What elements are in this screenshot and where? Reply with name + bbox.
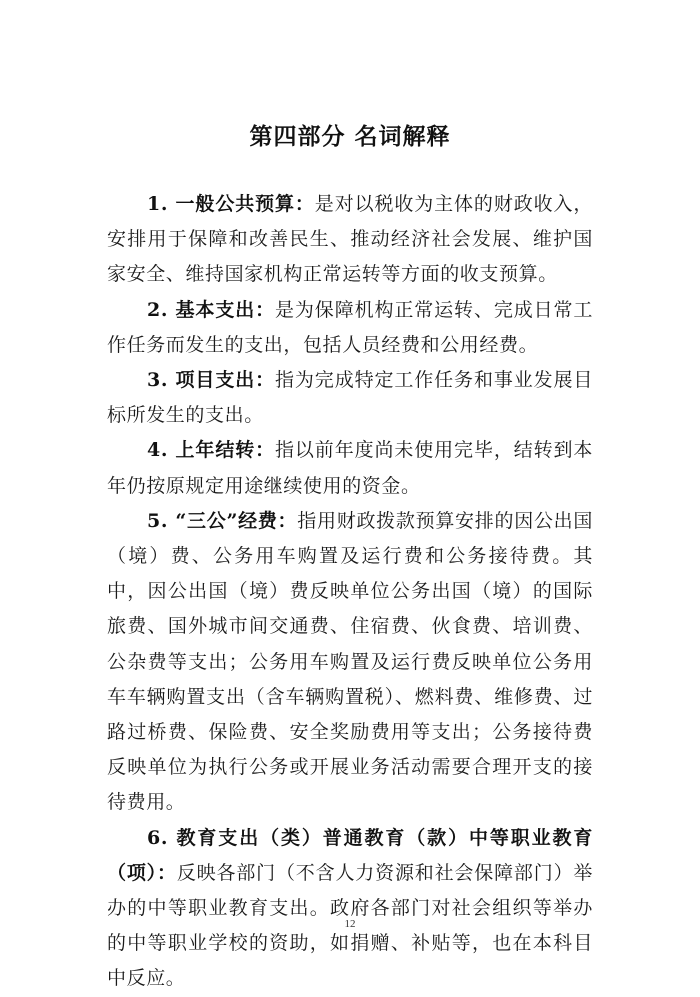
glossary-term: 1. 一般公共预算： — [147, 193, 315, 215]
glossary-definition: 指为完成特定工作任务和事业发展目标所发生的支出。 — [107, 369, 594, 427]
glossary-definition: 是为保障机构正常运转、完成日常工作任务而发生的支出，包括人员经费和公用经费。 — [107, 298, 594, 356]
glossary-item-3 — [107, 363, 593, 433]
glossary-term: 2. 基本支出： — [147, 298, 276, 321]
glossary-definition: 反映各部门（不含人力资源和社会保障部门）举办的中等职业教育支出。政府各部门对社会组织等举办的中等职业学校的资助，如捐赠、补贴等，也在本科目中反应。 — [107, 861, 593, 990]
glossary-term: 3. 项目支出： — [147, 369, 276, 392]
glossary-item-1 — [107, 187, 593, 293]
glossary-item-2 — [107, 293, 593, 363]
glossary-item-6 — [107, 821, 593, 997]
glossary-term: 6. 教育支出（类）普通教育（款）中等职业教育（项）： — [107, 826, 593, 884]
glossary-body — [107, 187, 593, 997]
glossary-term: 5. “三公”经费： — [147, 509, 298, 532]
glossary-definition: 是对以税收为主体的财政收入，安排用于保障和改善民生、推动经济社会发展、维护国家安全、维持国家机构正常运转等方面的收支预算。 — [107, 193, 593, 286]
glossary-term: 4. 上年结转： — [147, 439, 276, 462]
glossary-item-5 — [107, 504, 593, 821]
glossary-item-4 — [107, 433, 593, 503]
page-number: 12 — [344, 918, 356, 930]
page-title: 第四部分 名词解释 — [249, 124, 451, 150]
glossary-definition: 指用财政拨款预算安排的因公出国（境）费、公务用车购置及运行费和公务接待费。其中，因公出国（境）费反映单位公务出国（境）的国际旅费、国外城市间交通费、住宿费、伙食费、培训费、公杂费等支出；公务用车购置及运行费反映单位公务用车车辆购置支出（含车辆购置税）、燃料费、维修费、过路过桥费、保险费、安全奖励费用等支出；公务接待费反映单位为执行公务或开展业务活动需要合理开支的接待费用。 — [107, 509, 593, 814]
glossary-definition: 指以前年度尚未使用完毕，结转到本年仍按原规定用途继续使用的资金。 — [107, 439, 594, 497]
